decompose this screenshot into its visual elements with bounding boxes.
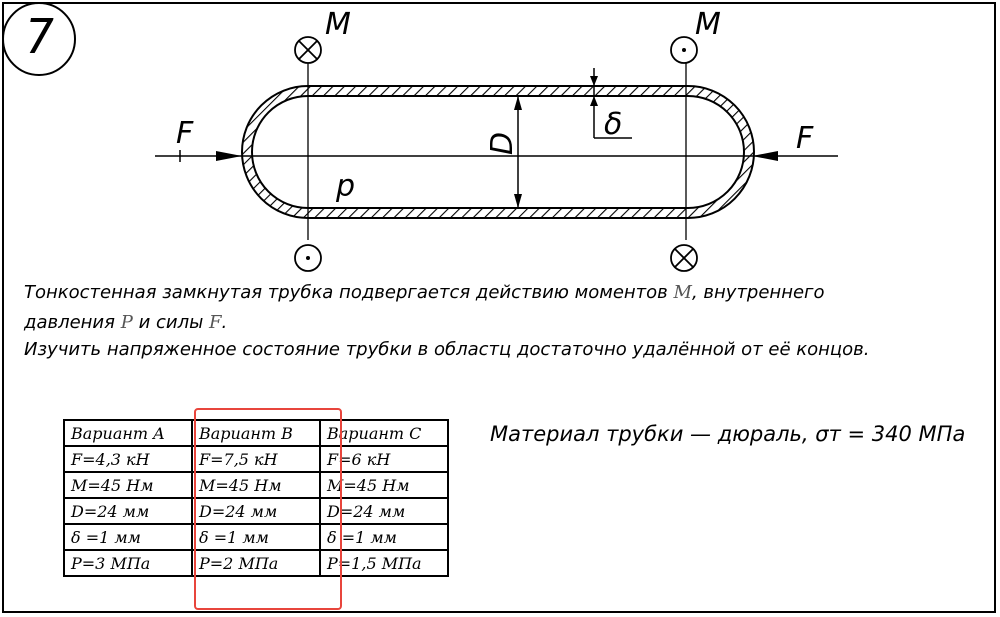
table-cell: F=7,5 кН bbox=[192, 446, 320, 472]
force-label-left: F bbox=[176, 116, 194, 151]
table-cell: P=2 МПа bbox=[192, 550, 320, 576]
table-cell: P=1,5 МПа bbox=[320, 550, 448, 576]
wall-thickness-arrow-top bbox=[590, 76, 598, 86]
moment-symbol-bottom-right bbox=[671, 245, 697, 271]
table-cell: δ =1 мм bbox=[320, 524, 448, 550]
variant-b-highlight bbox=[194, 408, 342, 610]
table-cell: P=3 МПа bbox=[64, 550, 192, 576]
statement-line-2-text: давления bbox=[24, 312, 115, 333]
table-cell: F=4,3 кН bbox=[64, 446, 192, 472]
material-text: Материал трубки — дюраль, bbox=[490, 422, 809, 446]
table-cell: D=24 мм bbox=[64, 498, 192, 524]
moment-symbol-bottom-left bbox=[295, 245, 321, 271]
header-variant-b: Вариант B bbox=[192, 420, 320, 446]
statement-line-2-mid: и силы bbox=[138, 312, 204, 333]
diameter-arrow-bottom bbox=[514, 194, 522, 208]
table-cell: D=24 мм bbox=[192, 498, 320, 524]
table-cell: M=45 Нм bbox=[192, 472, 320, 498]
diameter-label: D bbox=[485, 131, 520, 155]
wall-thickness-arrow-bottom bbox=[590, 96, 598, 106]
statement-line-1-text: Тонкостенная замкнутая трубка подвергается действию моментов bbox=[24, 282, 668, 303]
statement-line-3: Изучить напряженное состояние трубки в областц достаточно удалённой от её концов. bbox=[24, 339, 870, 360]
yield-stress: σт = 340 МПа bbox=[815, 422, 966, 446]
right-force-arrowhead bbox=[752, 151, 778, 161]
wall-thickness-label: δ bbox=[604, 107, 623, 142]
table-cell: M=45 Нм bbox=[64, 472, 192, 498]
diameter-arrow-top bbox=[514, 96, 522, 110]
table-cell: D=24 мм bbox=[320, 498, 448, 524]
force-symbol-text: F bbox=[209, 312, 222, 333]
statement-line-2-tail: . bbox=[221, 312, 228, 333]
header-variant-a: Вариант A bbox=[64, 420, 192, 446]
pressure-label: p bbox=[336, 169, 356, 204]
header-variant-c: Вариант C bbox=[320, 420, 448, 446]
moment-symbol-top-right bbox=[671, 37, 697, 63]
moment-label-right: M bbox=[695, 7, 721, 42]
force-label-right: F bbox=[796, 121, 814, 156]
pressure-symbol-text: P bbox=[120, 312, 133, 333]
problem-number: 7 bbox=[18, 9, 60, 65]
statement-line-1 bbox=[24, 282, 825, 303]
table-cell: δ =1 мм bbox=[64, 524, 192, 550]
material-spec bbox=[490, 422, 965, 446]
table-cell: F=6 кН bbox=[320, 446, 448, 472]
moment-symbol-top-left bbox=[295, 37, 321, 63]
statement-line-2 bbox=[24, 312, 227, 333]
table-cell: δ =1 мм bbox=[192, 524, 320, 550]
table-cell: M=45 Нм bbox=[320, 472, 448, 498]
left-force-arrowhead bbox=[216, 151, 242, 161]
moment-symbol-text: M bbox=[673, 282, 692, 303]
statement-line-1-tail: , внутреннего bbox=[691, 282, 825, 303]
moment-label-left: M bbox=[325, 7, 351, 42]
